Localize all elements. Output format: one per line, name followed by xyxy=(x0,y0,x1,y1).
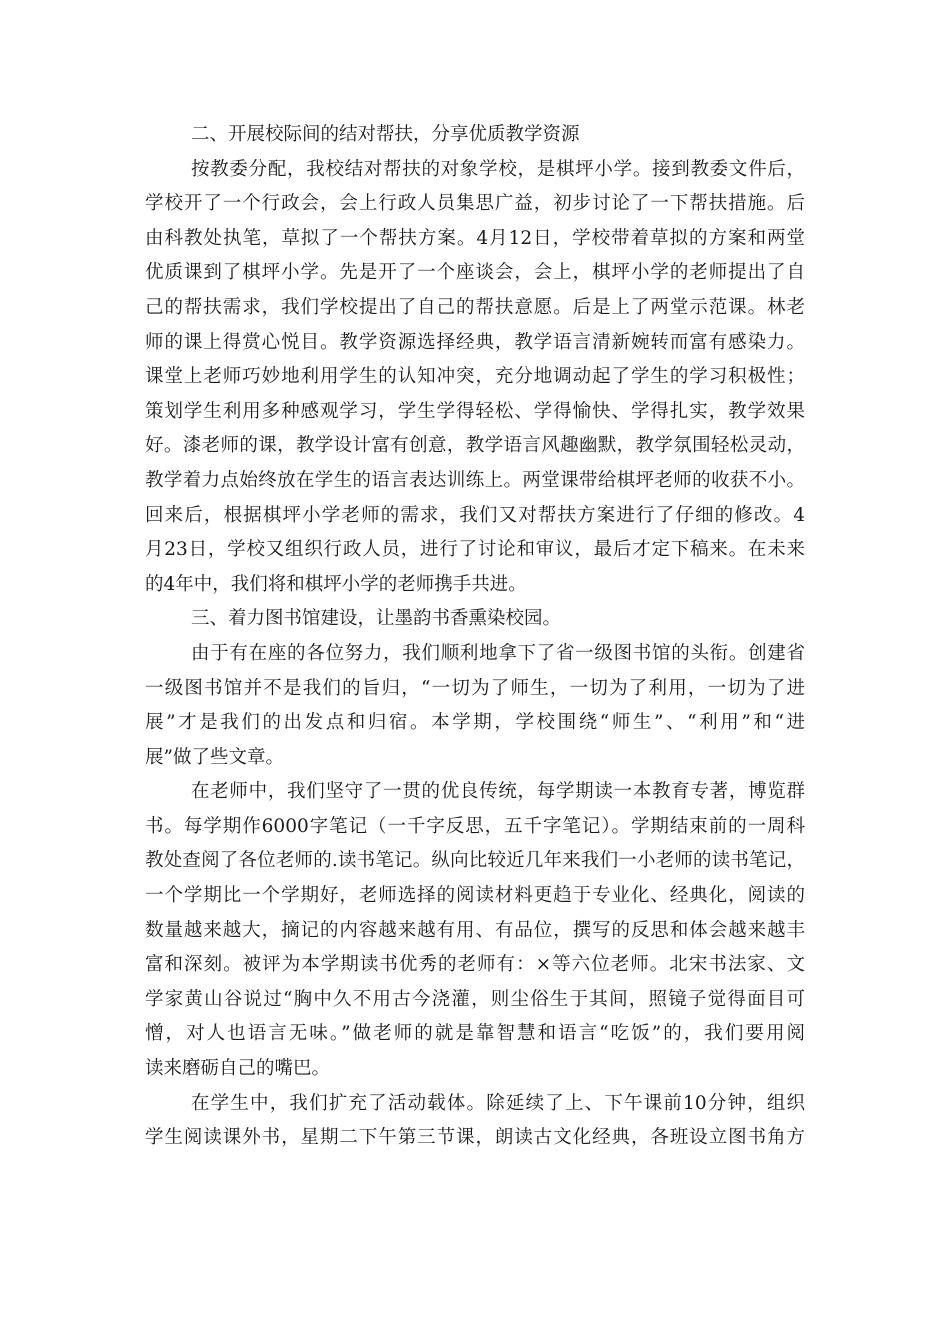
paragraph-line: 由科教处执笔，草拟了一个帮扶方案。4月12日，学校带着草拟的方案和两堂 xyxy=(145,227,805,249)
paragraph-line: 回来后，根据棋坪小学老师的需求，我们又对帮扶方案进行了仔细的修改。4 xyxy=(145,504,805,526)
paragraph-line: 策划学生利用多种感观学习，学生学得轻松、学得愉快、学得扎实，教学效果 xyxy=(145,400,805,422)
paragraph-line: 一级图书馆并不是我们的旨归，“一切为了师生，一切为了利用，一切为了进 xyxy=(145,677,805,699)
paragraph-line: 教学着力点始终放在学生的语言表达训练上。两堂课带给棋坪老师的收获不小。 xyxy=(145,469,805,491)
paragraph-line: 在老师中，我们坚守了一贯的优良传统，每学期读一本教育专著，博览群 xyxy=(191,781,805,803)
paragraph-line: 优质课到了棋坪小学。先是开了一个座谈会，会上，棋坪小学的老师提出了自 xyxy=(145,262,805,284)
paragraph-line: 月23日，学校又组织行政人员，进行了讨论和审议，最后才定下稿来。在未来 xyxy=(145,539,805,561)
section-heading-3: 三、着力图书馆建设，让墨韵书香熏染校园。 xyxy=(191,608,562,630)
paragraph-line: 由于有在座的各位努力，我们顺利地拿下了省一级图书馆的头衔。创建省 xyxy=(191,642,805,664)
paragraph-line: 读来磨砺自己的嘴巴。 xyxy=(145,1058,331,1080)
paragraph-line: 数量越来越大，摘记的内容越来越有用、有品位，撰写的反思和体会越来越丰 xyxy=(145,919,805,941)
paragraph-line: 己的帮扶需求，我们学校提出了自己的帮扶意愿。后是上了两堂示范课。林老 xyxy=(145,296,805,318)
paragraph-line: 按教委分配，我校结对帮扶的对象学校，是棋坪小学。接到教委文件后， xyxy=(191,158,805,180)
paragraph-line: 学生阅读课外书，星期二下午第三节课，朗读古文化经典，各班设立图书角方 xyxy=(145,1127,805,1149)
paragraph-line: 师的课上得赏心悦目。教学资源选择经典，教学语言清新婉转而富有感染力。 xyxy=(145,331,805,353)
paragraph-line: 的4年中，我们将和棋坪小学的老师携手共进。 xyxy=(145,573,527,595)
paragraph-line: 课堂上老师巧妙地利用学生的认知冲突，充分地调动起了学生的学习积极性； xyxy=(145,366,805,388)
section-heading-2: 二、开展校际间的结对帮扶，分享优质教学资源 xyxy=(191,124,580,145)
paragraph-line: 在学生中，我们扩充了活动载体。除延续了上、下午课前10分钟，组织 xyxy=(191,1092,805,1114)
paragraph-line: 富和深刻。被评为本学期读书优秀的老师有：×等六位老师。北宋书法家、文 xyxy=(145,954,805,976)
paragraph-line: 书。每学期作6000字笔记（一千字反思，五千字笔记）。学期结束前的一周科 xyxy=(145,815,805,837)
paragraph-line: 学校开了一个行政会，会上行政人员集思广益，初步讨论了一下帮扶措施。后 xyxy=(145,193,805,215)
document-body xyxy=(145,118,805,1156)
paragraph-line: 一个学期比一个学期好，老师选择的阅读材料更趋于专业化、经典化，阅读的 xyxy=(145,885,805,907)
paragraph-line: 好。漆老师的课，教学设计富有创意，教学语言风趣幽默，教学氛围轻松灵动， xyxy=(145,435,805,457)
paragraph-line: 教处查阅了各位老师的.读书笔记。纵向比较近几年来我们一小老师的读书笔记， xyxy=(145,850,805,872)
paragraph-line: 展”做了些文章。 xyxy=(145,746,284,768)
paragraph-line: 学家黄山谷说过“胸中久不用古今浇灌，则尘俗生于其间，照镜子觉得面目可 xyxy=(145,988,805,1010)
paragraph-line: 憎，对人也语言无味。”做老师的就是靠智慧和语言“吃饭”的，我们要用阅 xyxy=(145,1023,805,1045)
paragraph-line: 展”才是我们的出发点和归宿。本学期，学校围绕“师生”、“利用”和“进 xyxy=(145,712,805,734)
